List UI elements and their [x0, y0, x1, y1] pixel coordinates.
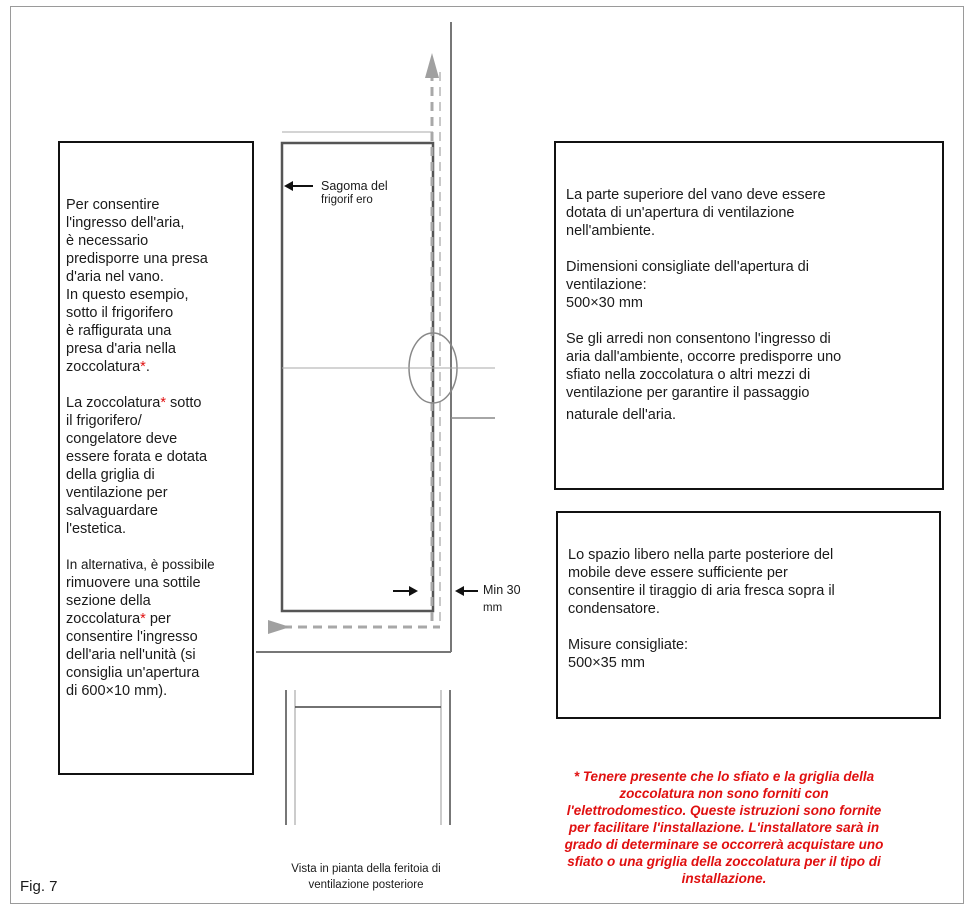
text-line: il frigorifero/: [66, 413, 142, 429]
text-line: Sagoma del: [321, 179, 388, 193]
red-asterisk: *: [160, 395, 166, 411]
text-span: La zoccolatura: [66, 395, 161, 411]
text-line: consiglia un'apertura: [66, 665, 200, 681]
note-line: * Tenere presente che lo sfiato e la griglia della: [573, 769, 875, 784]
red-asterisk: *: [140, 359, 146, 375]
text-line: mobile deve essere sufficiente per: [568, 565, 788, 581]
text-line: congelatore deve: [66, 431, 178, 447]
left-paragraph-2: [66, 394, 254, 538]
text-line: naturale dell'aria.: [566, 407, 676, 423]
text-line: consentire l'ingresso: [66, 629, 198, 645]
right-top-info-text: [566, 186, 936, 424]
text-line: Per consentire: [66, 197, 160, 213]
text-line: di 600×10 mm).: [66, 683, 168, 699]
text-span: .: [145, 359, 150, 375]
text-line: Vista in pianta della feritoia di: [291, 863, 441, 875]
text-line: rimuovere una sottile: [66, 575, 201, 591]
installation-note: [502, 768, 946, 887]
text-line: Se gli arredi non consentono l'ingresso di: [566, 331, 831, 347]
text-line: dell'aria nell'unità (si: [66, 647, 196, 663]
text-line: predisporre una presa: [66, 251, 208, 267]
text-line: è necessario: [66, 233, 149, 249]
text-line: della griglia di: [66, 467, 155, 483]
text-line: aria dall'ambiente, occorre predisporre uno: [566, 349, 842, 365]
min-arrow-right: [455, 586, 464, 596]
text-line: presa d'aria nella: [66, 341, 176, 357]
note-line: l'elettrodomestico. Queste istruzioni sono fornite: [566, 803, 882, 818]
note-line: zoccolatura non sono forniti con: [619, 786, 829, 801]
text-line: Misure consigliate:: [568, 637, 689, 653]
text-line: sezione della: [66, 593, 151, 609]
text-line: ventilazione per garantire il passaggio: [566, 385, 810, 401]
red-asterisk: *: [140, 611, 146, 627]
text-line: l'estetica.: [66, 521, 126, 537]
text-line: nell'ambiente.: [566, 223, 656, 239]
right-mid-info-text: [568, 546, 934, 672]
text-line: In alternativa, è possibile: [66, 557, 215, 572]
text-line: 500×35 mm: [568, 655, 645, 671]
vista-label: [248, 862, 484, 892]
text-line: salvaguardare: [66, 503, 158, 519]
text-line: d'aria nel vano.: [66, 269, 164, 285]
text-line: mm: [483, 602, 503, 614]
min-arrow-left: [409, 586, 418, 596]
text-line: ventilazione posteriore: [308, 879, 424, 891]
note-line: per facilitare l'installazione. L'installatore sarà in: [568, 820, 880, 835]
text-line: è raffigurata una: [66, 323, 172, 339]
min-30-label: [483, 583, 543, 615]
text-line: dotata di un'apertura di ventilazione: [566, 205, 795, 221]
text-line: essere forata e dotata: [66, 449, 208, 465]
text-line: [66, 358, 254, 376]
text-line: sotto il frigorifero: [66, 305, 174, 321]
airflow-up-arrow: [425, 53, 439, 78]
text-line: ventilazione:: [566, 277, 647, 293]
note-line: sfiato o una griglia della zoccolatura per il tipo di: [567, 854, 881, 869]
airflow-right-arrow: [268, 620, 290, 634]
text-line: sfiato nella zoccolatura o altri mezzi di: [566, 367, 811, 383]
text-line: In questo esempio,: [66, 287, 189, 303]
text-line: ventilazione per: [66, 485, 168, 501]
text-span: sotto: [170, 395, 202, 411]
left-info-text: [66, 196, 254, 700]
text-line: [66, 394, 254, 412]
sagoma-label: [321, 179, 431, 207]
text-line: Lo spazio libero nella parte posteriore del: [568, 547, 834, 563]
sagoma-arrow: [284, 181, 293, 191]
left-paragraph-1: [66, 196, 254, 376]
text-line: [66, 610, 254, 628]
text-line: frigorif ero: [321, 194, 373, 206]
note-line: installazione.: [681, 871, 767, 886]
text-line: Min 30: [483, 583, 521, 597]
left-paragraph-3: [66, 556, 254, 700]
text-line: Dimensioni consigliate dell'apertura di: [566, 259, 809, 275]
note-line: grado di determinare se occorrerà acquistare uno: [564, 837, 884, 852]
text-span: zoccolatura: [66, 611, 141, 627]
text-line: consentire il tiraggio di aria fresca sopra il: [568, 583, 835, 599]
text-span: per: [149, 611, 171, 627]
figure-label: Fig. 7: [20, 878, 58, 895]
text-line: 500×30 mm: [566, 295, 643, 311]
text-line: condensatore.: [568, 601, 660, 617]
text-span: zoccolatura: [66, 359, 141, 375]
text-line: l'ingresso dell'aria,: [66, 215, 185, 231]
text-line: La parte superiore del vano deve essere: [566, 187, 826, 203]
